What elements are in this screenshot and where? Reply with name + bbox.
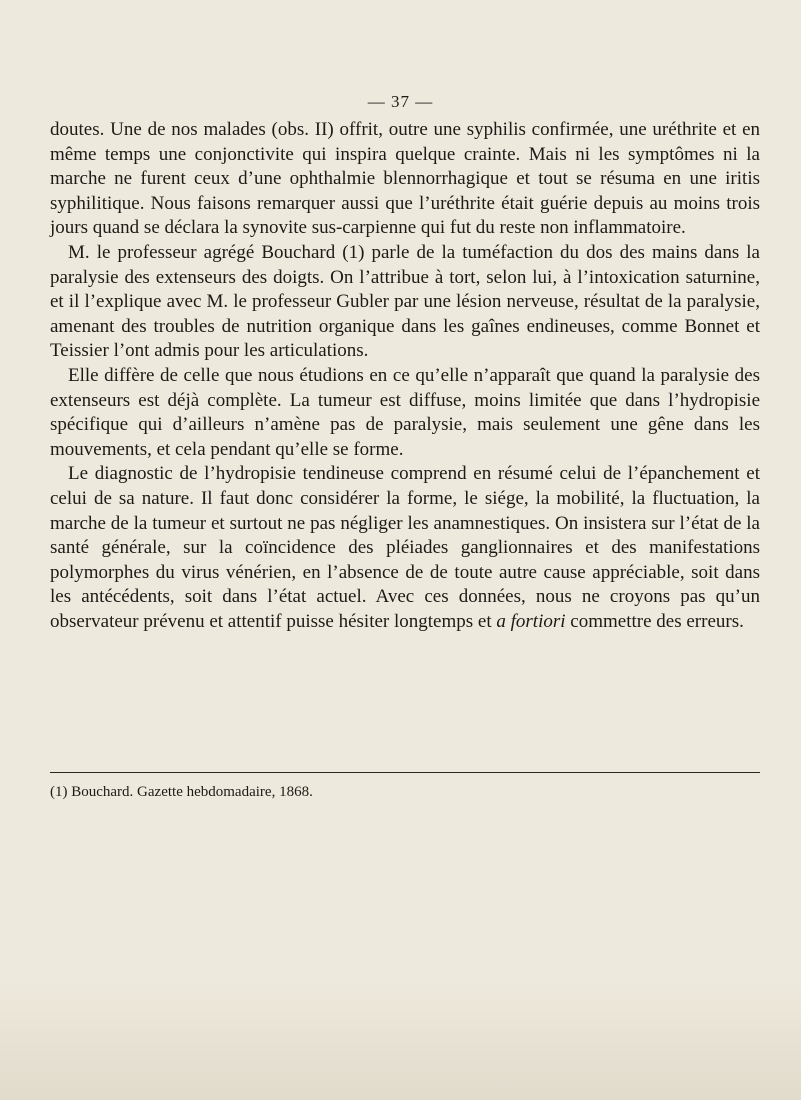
footnote-divider: [50, 772, 760, 773]
page-number: — 37 —: [367, 92, 434, 111]
paragraph-3: Elle diffère de celle que nous étudions en ce qu’elle n’apparaît que quand la paralysie des extenseurs est déjà complète. La tumeur est diffuse, moins limitée que dans l’hydropisie spécifique qui d’ailleurs n’amène pas de paralysie, mais seulement une gêne dans les mouvements, et cela pendant qu’elle se forme.: [50, 364, 760, 460]
italic-phrase: a fortiori: [496, 610, 566, 632]
paragraph-4: [50, 462, 760, 634]
paragraph-1: doutes. Une de nos malades (obs. II) offrit, outre une syphilis confirmée, une uréthrite et en même temps une conjonctivite qui inspira quelque crainte. Mais ni les symptômes ni la marche ne furent ceux d’une ophthalmie blennorrhagique et tout se résuma en une iritis syphilitique. Nous faisons remarquer aussi que l’uréthrite était guérie depuis au moins trois jours quand se déclara la synovite sus-carpienne qui fut du reste non inflammatoire.: [50, 119, 760, 239]
paragraph-4-text: Le diagnostic de l’hydropisie tendineuse comprend en résumé celui de l’épanchement et celui de sa nature. Il faut donc considérer la forme, le siége, la mobilité, la fluctuation, la marche de la tumeur et surtout ne pas négliger les anamnestiques. On insistera sur l’état de la santé générale, sur la coïncidence des pléiades ganglionnaires et des manifestations polymorphes du virus vénérien, en l’absence de de toute autre cause appréciable, soit dans les antécédents, soit dans l’état actuel. Avec ces données, nous ne croyons pas qu’un observateur prévenu et attentif puisse hésiter longtemps et: [50, 463, 760, 632]
body-text: [50, 118, 760, 634]
page-shadow: [0, 980, 801, 1100]
paragraph-2: M. le professeur agrégé Bouchard (1) parle de la tuméfaction du dos des mains dans la paralysie des extenseurs des doigts. On l’attribue à tort, selon lui, à l’intoxication saturnine, et il l’explique avec M. le professeur Gubler par une lésion nerveuse, résultat de la paralysie, amenant des troubles de nutrition organique dans les gaînes endineuses, comme Bonnet et Teissier l’ont admis pour les articulations.: [50, 241, 760, 362]
footnote: (1) Bouchard. Gazette hebdomadaire, 1868.: [50, 784, 313, 800]
closing-text: commettre des erreurs.: [570, 610, 744, 632]
